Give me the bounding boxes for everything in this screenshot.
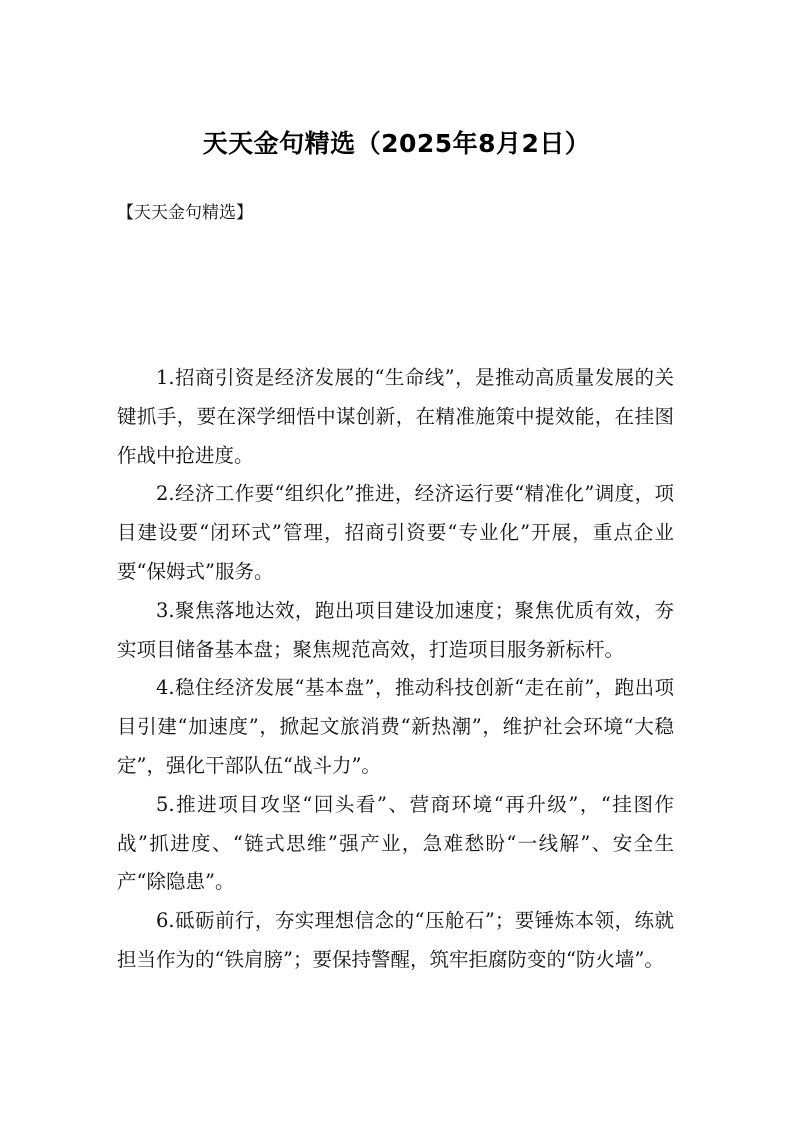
- paragraph-5: 5.推进项目攻坚“回头看”、营商环境“再升级”，“挂图作战”抓进度、“链式思维”强产业，急难愁盼“一线解”、安全生产“除隐患”。: [117, 792, 674, 894]
- document-body: [117, 359, 674, 980]
- paragraph-3: 3.聚焦落地达效，跑出项目建设加速度；聚焦优质有效，夯实项目储备基本盘；聚焦规范高效，打造项目服务新标杆。: [117, 598, 674, 661]
- section-label: 【天天金句精选】: [117, 203, 253, 223]
- document-title: 天天金句精选（2025年8月2日）: [202, 129, 591, 158]
- paragraph-6: 6.砥砺前行，夯实理想信念的“压舱石”；要锤炼本领，练就担当作为的“铁肩膀”；要保持警醒，筑牢拒腐防变的“防火墙”。: [117, 909, 674, 971]
- paragraph-1: 1.招商引资是经济发展的“生命线”，是推动高质量发展的关键抓手，要在深学细悟中谋创新，在精准施策中提效能，在挂图作战中抢进度。: [117, 366, 674, 467]
- paragraph-2: 2.经济工作要“组织化”推进，经济运行要“精准化”调度，项目建设要“闭环式”管理，招商引资要“专业化”开展，重点企业要“保姆式”服务。: [117, 482, 674, 583]
- paragraph-4: 4.稳住经济发展“基本盘”，推动科技创新“走在前”，跑出项目引建“加速度”，掀起文旅消费“新热潮”，维护社会环境“大稳定”，强化干部队伍“战斗力”。: [117, 676, 674, 777]
